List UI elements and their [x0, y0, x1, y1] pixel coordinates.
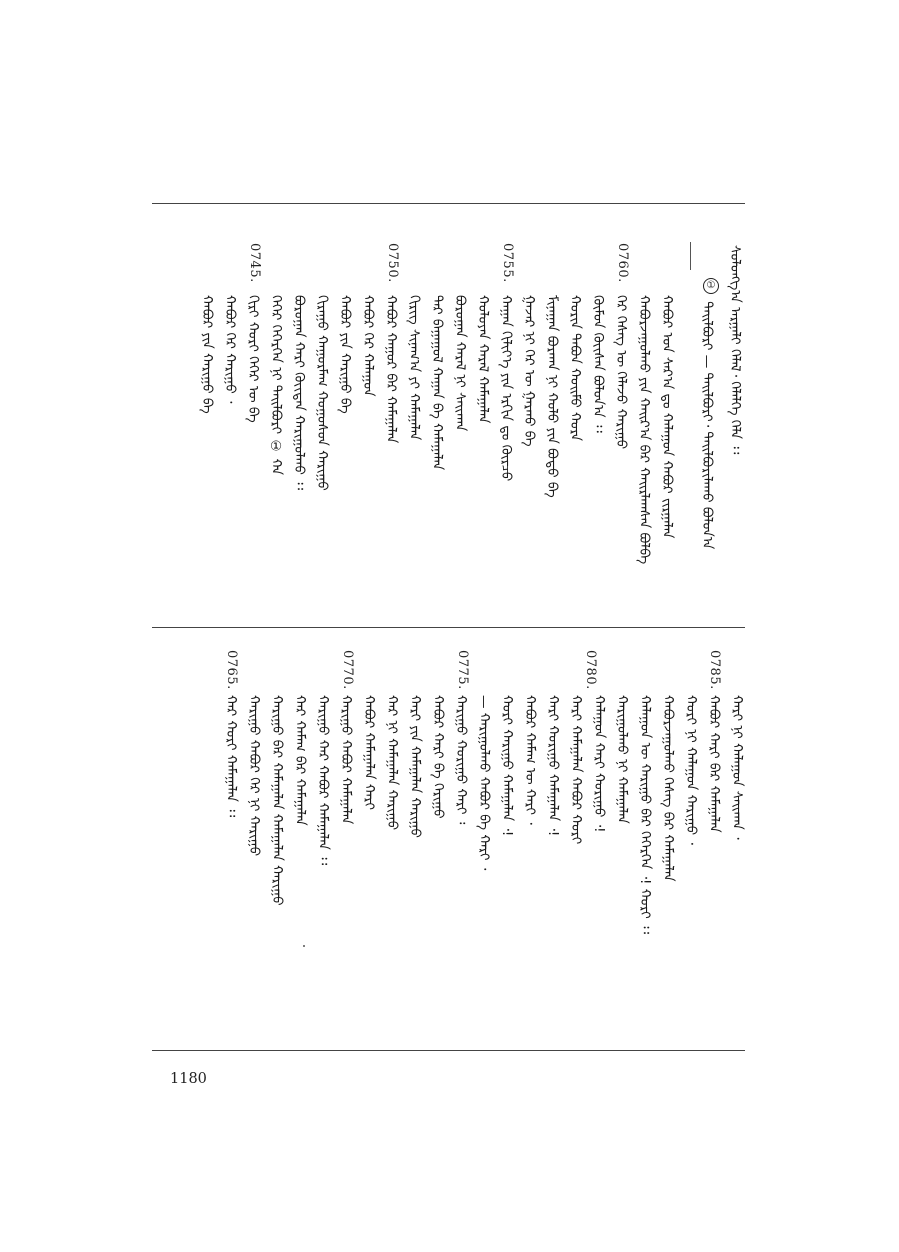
upper-line: ᠬᠦᠮᠦᠨ ᠬᠦᠢᠰᠡᠨ ᠪᠣᠯᠤᠨ᠎ᠠ ᠄᠄ — [590, 295, 606, 433]
line-number: 0750. — [385, 243, 400, 283]
upper-line: ᠬᠢᠷᠢᠭ ᠰᠢᠨᠠᠭ᠎ᠠ ᠶᠢ ᠬᠠᠮᠠᠭᠠᠯᠠᠨ — [406, 295, 422, 441]
lower-line: ᠬᠠᠪᠤᠷ ᠬᠠᠷᠢ ᠪᠠᠷ ᠬᠠᠮᠠᠭᠠᠯᠠᠨ — [706, 695, 722, 833]
lower-line: ᠬᠠᠷᠢᠭᠤ ᠪᠠᠷ ᠬᠠᠮᠠᠭᠠᠯᠠᠨ ᠬᠠᠮᠠᠭᠠᠯᠠᠨ ᠬᠠᠷᠢᠭᠤ — [269, 695, 285, 906]
lower-line: ᠬᠠᠷ ᠨᠢ ᠬᠠᠮᠠᠭᠠᠯᠠᠨ ᠬᠠᠷᠢᠭᠤ — [384, 695, 400, 831]
footnote-text: ᠲᠠᠢᠯᠪᠤᠷᠢ — ᠲᠠᠢᠯᠪᠤᠷᠢ᠂ ᠲᠠᠢᠯᠪᠤᠷᠢᠯᠠᠬᠤ ᠪᠣᠯᠤᠨ᠎ᠠ — [699, 301, 715, 550]
lower-line: ᠬᠠᠷᠢ ᠬᠣᠷᠢᠭᠤ ᠬᠠᠮᠠᠭᠠᠯᠠᠨ ᠂! — [545, 695, 561, 837]
lower-line: ᠬᠠᠯᠠᠭᠤᠨ ᠦ ᠬᠠᠷᠢᠭᠤ ᠪᠠᠷ ᠬᠡᠭᠡᠷᠬᠡᠨ ᠂! ᠬᠣᠷᠢ ᠄᠄ — [637, 695, 653, 934]
line-number: 0770. — [340, 650, 355, 690]
line-number: 0780. — [583, 650, 598, 690]
lower-line: ᠬᠠᠷᠢᠭᠤ ᠬᠠᠷ ᠬᠠᠪᠤᠷ ᠬᠠᠮᠠᠭᠠᠯᠠᠨ ᠄᠄ — [315, 695, 331, 866]
footnote-marker: ① — [703, 278, 719, 294]
header-line: ᠰᠣᠯᠣᠩᠭ᠎ᠠ ᠠᠷᠭᠠᠯᠢ ᠬᠡᠯᠡᠯ᠂ ᠬᠡᠯᠡᠯᠭᠡ ᠬᠡᠯᠡ ᠄᠄ — [727, 245, 743, 455]
footnote-divider — [690, 242, 691, 270]
upper-line: ᠬᠠᠪᠤᠷ ᠤᠨ ᠰᠠᠷ᠎ᠠ ᠳᠤ ᠬᠠᠯᠠᠭᠤᠨ ᠬᠠᠪᠤᠷ ᠵᠢᠷᠭᠠᠯᠠᠨ — [659, 295, 675, 539]
lower-line: ᠬᠣᠷᠢ ᠨᠢ ᠬᠠᠯᠠᠭᠤᠨ ᠬᠠᠷᠢᠭᠤ ᠂ — [683, 695, 699, 845]
upper-line: ᠪᠣᠷᠣᠭᠠᠨ ᠬᠠᠷᠢ ᠬᠦᠢᠲᠡᠨ ᠬᠠᠷᠢᠭᠤᠯᠬᠤ ᠄᠄ — [291, 295, 307, 491]
upper-line: ᠭᠠᠵᠠᠷ ᠨᠢ ᠭᠡᠷ ᠦ ᠭᠠᠷᠬᠤ ᠪᠠ — [521, 295, 537, 447]
line-number: 0755. — [500, 243, 515, 283]
lower-line: ᠬᠠᠷᠢ ᠶᠢᠨ ᠬᠠᠮᠠᠭᠠᠯᠠᠨ ᠬᠠᠷᠢᠭᠤ — [407, 695, 423, 838]
lower-line: ᠬᠠᠷᠢᠭᠤ ᠬᠠᠪᠤᠷ ᠬᠠᠮᠠᠭᠠᠯᠠᠨ — [338, 695, 354, 825]
lower-line: ᠬᠠᠷᠢᠭᠤ ᠬᠠᠪᠤᠷ ᠬᠡᠷ ᠨᠢ ᠬᠠᠷᠢᠭᠤ — [246, 695, 262, 857]
upper-line: ᠬᠢᠷᠠᠭᠤ ᠬᠠᠭᠤᠷᠮᠠᠭ ᠬᠣᠭᠣᠰᠣᠨ ᠬᠠᠷᠢᠭᠤ — [314, 295, 330, 491]
line-number: 0745. — [247, 243, 262, 283]
lower-line: ᠬᠠᠪᠤᠷ ᠬᠠᠮᠠᠭ ᠦ ᠬᠠᠷᠢ ᠂ — [522, 695, 538, 825]
lower-line: ᠬᠠᠯᠠᠭᠤᠨ ᠬᠠᠷᠢ ᠬᠣᠷᠢᠭᠤ ᠂! — [591, 695, 607, 833]
lower-line: ᠬᠠᠪᠤᠷᠵᠠᠭᠤᠯᠬᠤ ᠬᠡᠰᠡᠭ ᠪᠠᠷ ᠬᠠᠮᠠᠭᠠᠯᠠᠨ — [660, 695, 676, 882]
upper-line: ᠬᠣᠷᠢᠨ ᠲᠠᠪᠤᠨ ᠬᠣᠢᠮᠣ ᠬᠣᠷᠠ — [567, 295, 583, 441]
upper-line: ᠪᠣᠷᠣᠭᠠᠨ ᠬᠠᠷᠠᠯ ᠨᠢ ᠰᠠᠢᠬᠠᠨ — [452, 295, 468, 432]
upper-line: ᠬᠠᠪᠤᠷ ᠶᠢᠨ ᠬᠠᠷᠢᠭᠤ ᠪᠠ — [337, 295, 353, 414]
upper-line: ᠬᠠᠪᠤᠷ ᠬᠠᠭᠤᠷ ᠪᠠᠷ ᠬᠠᠮᠠᠭᠠᠯᠠᠨ — [383, 295, 399, 444]
upper-line: ᠬᠠᠪᠤᠷ ᠬᠡᠷ ᠬᠠᠯᠠᠭᠤᠨ — [360, 295, 376, 397]
lower-line: ᠬᠠᠷ ᠬᠠᠮᠠᠭ ᠪᠠᠷ ᠬᠠᠮᠠᠭᠠᠯᠠᠨ — [292, 695, 308, 826]
lower-line: — ᠬᠠᠷᠢᠭᠤᠯᠬᠤ ᠬᠠᠪᠤᠷ ᠪᠠ ᠬᠠᠷᠢ ᠂ — [476, 695, 492, 871]
upper-line: ᠬᠠᠪᠤᠷ ᠬᠡᠷ ᠬᠠᠷᠢᠭᠤ ᠂ — [222, 295, 238, 404]
stray-mark — [303, 945, 305, 947]
lower-line: ᠬᠣᠷᠢ ᠬᠠᠷᠢᠭᠤ ᠬᠠᠮᠠᠭᠠᠯᠠᠨ ᠂! — [499, 695, 515, 837]
upper-line: ᠬᠠᠭᠠᠨ ᠬᠢᠯᠢᠶ᠎ᠡ ᠶᠢᠨ ᠡᠷᠭᠢᠨ ᠳᠤ ᠬᠦᠷᠴᠦ — [498, 295, 514, 482]
line-number: 0785. — [707, 650, 722, 690]
lower-line: ᠬᠠᠷᠢᠭᠤ ᠬᠣᠷᠢᠭᠤ ᠬᠠᠷᠢ ᠄ — [453, 695, 469, 825]
lower-line: ᠬᠠᠷ ᠬᠣᠷᠢ ᠬᠠᠮᠠᠭᠠᠯᠠᠨ ᠄᠄ — [223, 695, 239, 818]
bottom-rule — [152, 1050, 745, 1051]
upper-line: ᠬᠢᠷᠢ ᠬᠣᠷᠢ ᠬᠡᠭᠡᠷ ᠦ ᠪᠠ — [245, 295, 261, 423]
upper-line: ᠬᠠᠪᠤᠷᠵᠠᠭᠤᠯᠬᠤ ᠶᠢᠨ ᠬᠠᠢᠷ᠎ᠠ ᠪᠡᠷ ᠬᠠᠢᠷᠯᠠᠭᠰᠠᠨ ᠪᠣᠯᠪᠠ — [636, 295, 652, 565]
lower-line: ᠬᠠᠪᠤᠷ ᠬᠠᠷᠢ ᠪᠠ ᠬᠡᠷᠢᠭᠤ — [430, 695, 446, 819]
upper-line: ᠬᠡᠷ ᠬᠡᠰᠡᠭ ᠦ ᠬᠡᠯᠡᠵᠦ ᠬᠠᠷᠢᠭᠤ — [613, 295, 629, 450]
top-rule — [152, 203, 745, 204]
upper-line: ᠬᠡᠭᠡᠷ ᠬᠡᠭᠡᠷᠬᠡᠨ ᠨᠢ ᠲᠠᠢᠯᠪᠤᠷᠢ ① ᠬᠠ — [268, 295, 284, 476]
line-number: 0760. — [615, 243, 630, 283]
line-number: 0775. — [455, 650, 470, 690]
page-number: 1180 — [170, 1071, 207, 1087]
lower-line: ᠬᠠᠷᠢ ᠬᠠᠮᠠᠭᠠᠯᠠᠨ ᠬᠠᠪᠤᠷ ᠬᠣᠷᠢ — [568, 695, 584, 845]
lower-line: ᠬᠠᠷᠢ ᠨᠢ ᠬᠠᠯᠠᠭᠤᠨ ᠰᠠᠢᠬᠠᠨ ᠂ — [729, 695, 745, 840]
upper-line: ᠬᠠᠪᠤᠷ ᠶᠢᠨ ᠬᠠᠷᠢᠭᠤ ᠪᠠ — [199, 295, 215, 414]
lower-line: ᠬᠠᠷᠢᠭᠤᠯᠬᠤ ᠨᠢ ᠬᠠᠮᠠᠭᠠᠯᠠᠨ — [614, 695, 630, 824]
upper-line: ᠬᠣᠯᠣᠶᠠᠨ ᠬᠠᠷᠠᠯ ᠬᠠᠮᠠᠭᠠᠯᠠᠨ — [475, 295, 491, 424]
line-number: 0765. — [224, 650, 239, 690]
footnote — [700, 275, 719, 549]
upper-line: ᠮᠢᠨᠠᠭᠠᠨ ᠪᠤᠷᠬᠠᠨ ᠨᠢ ᠬᠣᠯᠣ ᠶᠢᠨ ᠪᠣᠳᠤ ᠪᠠ — [544, 295, 560, 498]
lower-line: ᠬᠠᠪᠤᠷ ᠬᠠᠮᠠᠭᠠᠯᠠᠨ ᠬᠠᠷᠢ — [361, 695, 377, 810]
middle-rule — [152, 627, 745, 628]
upper-line: ᠲᠡᠷ ᠪᠠᠭᠠᠭᠤᠯ ᠬᠠᠭᠠᠨ ᠪᠠ ᠬᠠᠮᠠᠭᠠᠯᠠᠨ — [429, 295, 445, 471]
